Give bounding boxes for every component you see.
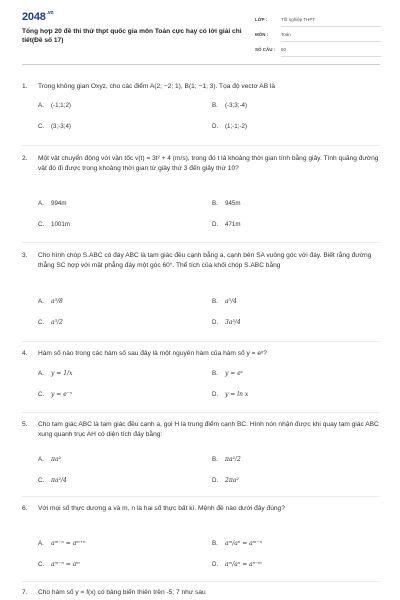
document-title: Tổng hợp 20 đề thi thử thpt quốc gia môn Toán cực hay có lời giải chi tiết(Đề số 17) xyxy=(22,28,242,44)
option-a[interactable]: A. 994m xyxy=(38,200,67,207)
question-number: 1. xyxy=(22,83,28,90)
question-stem: Cho hàm số y = f(x) có bảng biến thiên trên -5; 7 như sau xyxy=(38,589,206,596)
question-number: 3. xyxy=(22,252,28,259)
question-7 xyxy=(22,588,380,600)
option-c[interactable]: C. a³/2 xyxy=(38,319,63,326)
option-a[interactable]: A. πa² xyxy=(38,456,61,463)
option-a[interactable]: A. y = 1/x xyxy=(38,370,73,377)
option-b[interactable]: B. 945m xyxy=(212,200,241,207)
document-header xyxy=(0,0,400,66)
question-number: 2. xyxy=(22,155,28,162)
option-c[interactable]: C. aᵐ⁻ⁿ = aᵐ xyxy=(38,561,80,568)
question-divider xyxy=(22,145,380,146)
question-number: 7. xyxy=(22,589,28,596)
question-stem: Cho tam giác ABC là tam giác đều cạnh a, gọi H là trung điểm cạnh BC. Hình nón nhận được khi quay tam giác ABC xung quanh trục AH có diện tích đáy bằng: xyxy=(38,421,379,438)
question-5 xyxy=(22,420,380,492)
meta-divider xyxy=(281,26,381,27)
question-2 xyxy=(22,154,380,238)
question-divider xyxy=(22,242,380,243)
option-d[interactable]: D. (1;-1;-2) xyxy=(212,123,248,130)
meta-subject: MÔN : Toán xyxy=(255,32,291,37)
option-c[interactable]: C. y = e⁻ˣ xyxy=(38,391,73,398)
option-c[interactable]: C. πa²/4 xyxy=(38,477,67,484)
option-b[interactable]: B. y = eˣ xyxy=(212,370,243,377)
meta-class: LỚP : Tốt nghiệp THPT xyxy=(255,17,316,22)
question-divider xyxy=(22,581,380,582)
question-stem: Trong không gian Oxyz, cho các điểm A(2; −2; 1), B(1; −1; 3). Tọa độ vectơ AB là xyxy=(38,83,276,90)
option-b[interactable]: B. (-3;3;-4) xyxy=(212,102,248,109)
option-a[interactable]: A. (-1;1;2) xyxy=(38,102,71,109)
question-stem: Hàm số nào trong các hàm số sau đây là một nguyên hàm của hàm số y = eˣ? xyxy=(38,350,267,357)
question-3 xyxy=(22,251,380,337)
meta-divider xyxy=(281,56,381,57)
question-divider xyxy=(22,412,380,413)
option-d[interactable]: D. y = ln x xyxy=(212,391,249,398)
question-number: 4. xyxy=(22,350,28,357)
option-b[interactable]: B. aᵐ/aⁿ = aᵐ⁻ⁿ xyxy=(212,540,262,547)
header-divider xyxy=(22,64,380,65)
question-6 xyxy=(22,504,380,578)
option-d[interactable]: D. 3a³/4 xyxy=(212,319,241,326)
question-1 xyxy=(22,82,380,142)
option-a[interactable]: A. aᵐ⁻ⁿ = aᵐ⁺ⁿ xyxy=(38,540,86,547)
question-divider xyxy=(22,341,380,342)
question-divider xyxy=(22,496,380,497)
question-stem: Với mọi số thực dương a và m, n là hai số thực bất kì. Mệnh đề nào dưới đây đúng? xyxy=(38,505,285,512)
meta-divider xyxy=(281,41,381,42)
question-number: 5. xyxy=(22,421,28,428)
meta-question-count: SỐ CÂU : 50 xyxy=(255,47,287,52)
question-4 xyxy=(22,349,380,409)
option-a[interactable]: A. a³/8 xyxy=(38,298,63,305)
question-stem: Cho hình chóp S.ABC có đáy ABC là tam giác đều cạnh bằng a, cạnh bên SA vuông góc với đáy. Biết rằng đường thẳng SC hợp với mặt phẳng đáy một góc 60°. Thể tích của khối chóp S.ABC bằng xyxy=(38,252,372,269)
site-logo[interactable]: $2048^{.vn}$ xyxy=(22,10,54,23)
option-c[interactable]: C. 1001m xyxy=(38,221,70,228)
question-number: 6. xyxy=(22,505,28,512)
option-c[interactable]: C. (3;-3;4) xyxy=(38,123,71,130)
option-b[interactable]: B. a³/4 xyxy=(212,298,237,305)
option-b[interactable]: B. πa²/2 xyxy=(212,456,241,463)
option-d[interactable]: D. aᵐ/aⁿ = aⁿ⁻ᵐ xyxy=(212,561,262,568)
option-d[interactable]: D. 2πa² xyxy=(212,477,239,484)
question-stem: Một vật chuyển động với vận tốc v(t) = 3t² + 4 (m/s), trong đó t là khoảng thời gian tính bằng giây. Tính quãng đường vật đó đi được trong khoảng thời gian từ giây thứ 3 đến giây thứ 10? xyxy=(38,155,379,172)
option-d[interactable]: D. 471m xyxy=(212,221,241,228)
